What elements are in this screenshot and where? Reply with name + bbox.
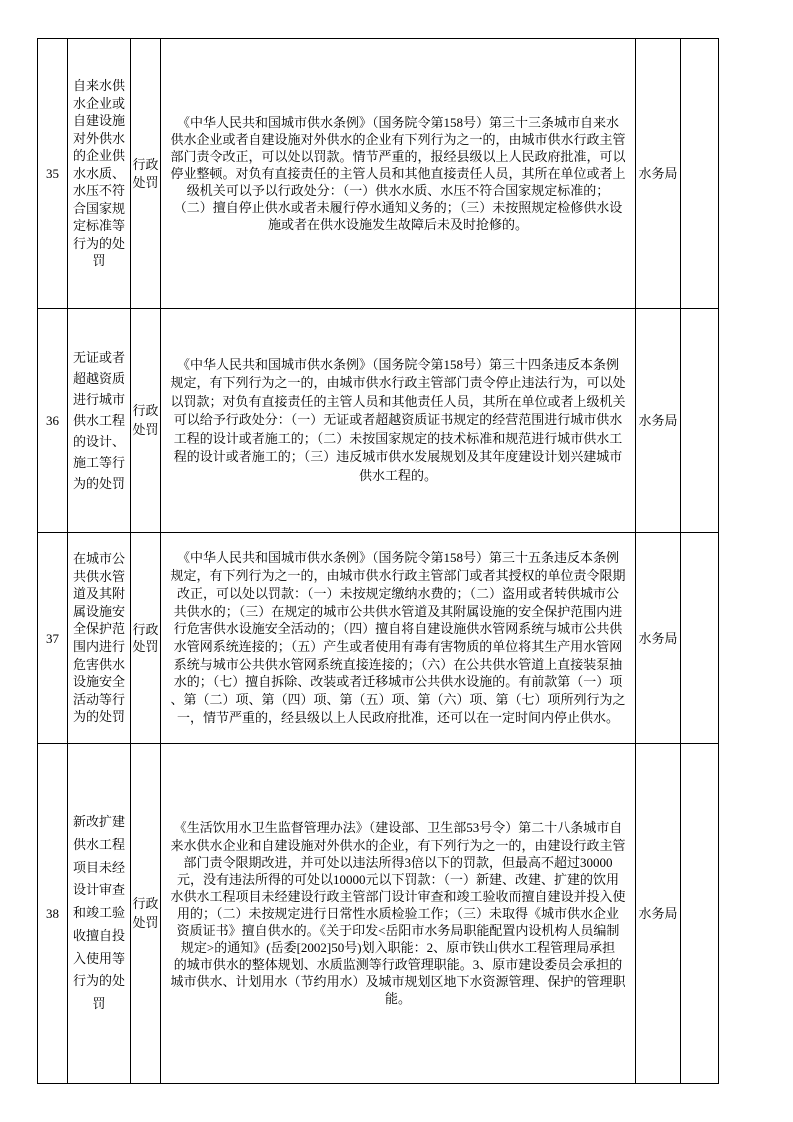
department: 水务局 bbox=[636, 744, 681, 1084]
table-row bbox=[38, 39, 719, 309]
penalty-type: 行政处罚 bbox=[131, 533, 161, 744]
item-name: 无证或者超越资质进行城市供水工程的设计、施工等行为的处罚 bbox=[68, 309, 131, 533]
table-row bbox=[38, 744, 719, 1084]
item-name: 自来水供水企业或自建设施对外供水的企业供水水质、水压不符合国家规定标准等行为的处罚 bbox=[68, 39, 131, 309]
legal-basis: 《中华人民共和国城市供水条例》（国务院令第158号）第三十三条城市自来水 供水企业或者自建设施对外供水的企业有下列行为之一的，由城市供水行政主管 部门责令改正，可以处以罚款。情节严重的，报经县级以上人民政府批准，可以 停业整顿。对负有直接责任的主管人员和其他直接责任人员，其所在单位或者上 级机关可以予以行政处分：（一）供水水质、水压不符合国家规定标准的； （二）擅自停止供水或者未履行停水通知义务的；（三）未按照规定检修供水设 施或者在供水设施发生故障后未及时抢修的。 bbox=[161, 39, 636, 309]
table-row bbox=[38, 309, 719, 533]
remark-cell bbox=[681, 39, 719, 309]
remark-cell bbox=[681, 744, 719, 1084]
row-number: 38 bbox=[38, 744, 68, 1084]
remark-cell bbox=[681, 309, 719, 533]
item-name: 在城市公共供水管道及其附属设施安全保护范围内进行危害供水设施安全活动等行为的处罚 bbox=[68, 533, 131, 744]
row-number: 35 bbox=[38, 39, 68, 309]
table-row bbox=[38, 533, 719, 744]
row-number: 37 bbox=[38, 533, 68, 744]
item-name: 新改扩建供水工程项目未经设计审查和竣工验收擅自投入使用等行为的处罚 bbox=[68, 744, 131, 1084]
table-body bbox=[38, 39, 719, 1084]
row-number: 36 bbox=[38, 309, 68, 533]
legal-basis: 《生活饮用水卫生监督管理办法》（建设部、卫生部53号令）第二十八条城市自 来水供水企业和自建设施对外供水的企业，有下列行为之一的，由建设行政主管 部门责令限期改进，并可处以违法所得3倍以下的罚款，但最高不超过30000 元，没有违法所得的可处以10000元以下罚款：（一）新建、改建、扩建的饮用 水供水工程项目未经建设行政主管部门设计审查和竣工验收而擅自建设并投入使 用的；（二）未按规定进行日常性水质检验工作；（三）未取得《城市供水企业 资质证书》擅自供水的。《关于印发<岳阳市水务局职能配置内设机构人员编制 规定>的通知》(岳委[2002]50号)划入职能：2、原市铁山供水工程管理局承担 的城市供水的整体规划、水质监测等行政管理职能。3、原市建设委员会承担的 城市供水、计划用水（节约用水）及城市规划区地下水资源管理、保护的管理职 能。 bbox=[161, 744, 636, 1084]
penalty-type: 行政处罚 bbox=[131, 744, 161, 1084]
legal-basis: 《中华人民共和国城市供水条例》（国务院令第158号）第三十五条违反本条例 规定，有下列行为之一的，由城市供水行政主管部门或者其授权的单位责令限期 改正，可以处以罚款：（一）未按规定缴纳水费的；（二）盗用或者转供城市公 共供水的；（三）在规定的城市公共供水管道及其附属设施的安全保护范围内进 行危害供水设施安全活动的；（四）擅自将自建设施供水管网系统与城市公共供 水管网系统连接的；（五）产生或者使用有毒有害物质的单位将其生产用水管网 系统与城市公共供水管网系统直接连接的；（六）在公共供水管道上直接装泵抽 水的；（七）擅自拆除、改装或者迁移城市公共供水设施的。有前款第（一）项 、第（二）项、第（四）项、第（五）项、第（六）项、第（七）项所列行为之 一，情节严重的，经县级以上人民政府批准，还可以在一定时间内停止供水。 bbox=[161, 533, 636, 744]
penalty-type: 行政处罚 bbox=[131, 39, 161, 309]
penalty-type: 行政处罚 bbox=[131, 309, 161, 533]
remark-cell bbox=[681, 533, 719, 744]
department: 水务局 bbox=[636, 39, 681, 309]
department: 水务局 bbox=[636, 533, 681, 744]
penalty-table bbox=[37, 38, 719, 1084]
legal-basis: 《中华人民共和国城市供水条例》（国务院令第158号）第三十四条违反本条例 规定，有下列行为之一的，由城市供水行政主管部门责令停止违法行为，可以处 以罚款；对负有直接责任的主管人员和其他责任人员，其所在单位或者上级机关 可以给予行政处分：（一）无证或者超越资质证书规定的经营范围进行城市供水 工程的设计或者施工的；（二）未按国家规定的技术标准和规范进行城市供水工 程的设计或者施工的；（三）违反城市供水发展规划及其年度建设计划兴建城市 供水工程的。 bbox=[161, 309, 636, 533]
department: 水务局 bbox=[636, 309, 681, 533]
